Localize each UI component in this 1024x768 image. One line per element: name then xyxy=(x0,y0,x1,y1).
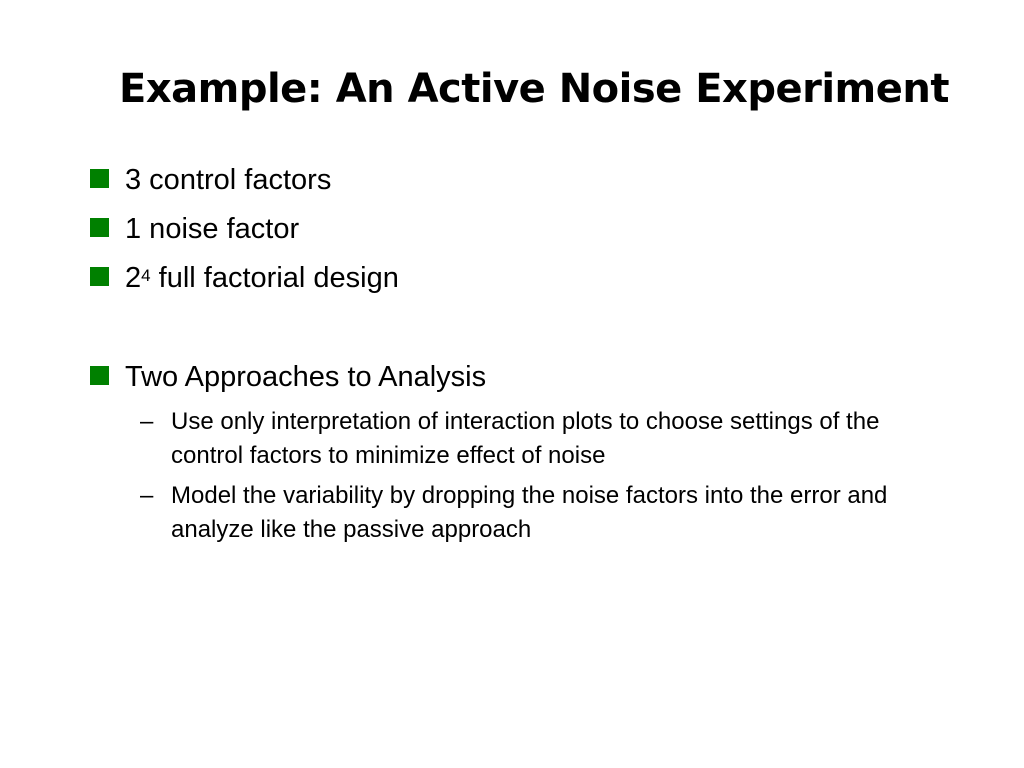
bullet-item xyxy=(90,163,331,197)
square-bullet-icon xyxy=(90,366,109,385)
square-bullet-icon xyxy=(90,218,109,237)
sub-bullet-text: Use only interpretation of interaction plots to choose settings of the control factors to minimize effect of noise xyxy=(171,408,880,469)
exponent-superscript: 4 xyxy=(141,266,151,285)
sub-bullet-text: Model the variability by dropping the noise factors into the error and analyze like the passive approach xyxy=(171,482,888,543)
bullet-item xyxy=(90,360,486,394)
sub-bullet-item xyxy=(140,479,940,547)
bullet-item xyxy=(90,212,299,246)
bullet-text xyxy=(125,261,399,295)
bullet-text: 3 control factors xyxy=(125,164,332,196)
dash-marker: – xyxy=(140,408,154,435)
square-bullet-icon xyxy=(90,267,109,286)
exponent-base: 2 xyxy=(125,262,142,294)
bullet-text-rest: full factorial design xyxy=(150,262,399,294)
sub-bullet-item xyxy=(140,405,940,473)
bullet-text: 1 noise factor xyxy=(125,213,300,245)
dash-marker: – xyxy=(140,482,154,509)
bullet-text: Two Approaches to Analysis xyxy=(125,361,487,393)
slide-title: Example: An Active Noise Experiment xyxy=(119,66,949,112)
square-bullet-icon xyxy=(90,169,109,188)
bullet-item xyxy=(90,261,399,295)
